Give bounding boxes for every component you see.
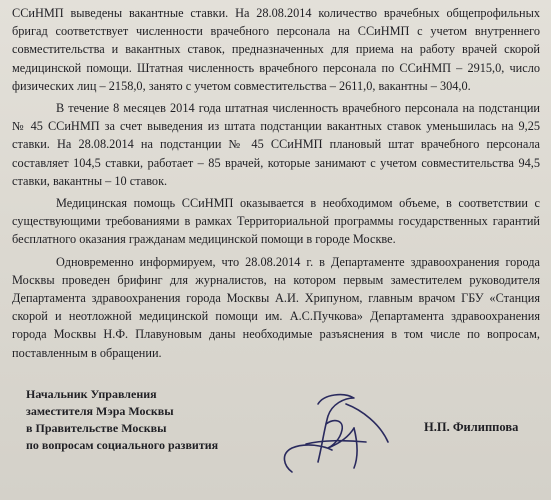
signature-title-line: по вопросам социального развития	[26, 438, 219, 452]
handwritten-signature	[262, 384, 402, 484]
paragraph-briefing: Одновременно информируем, что 28.08.2014 г. в Департаменте здравоохранения города Москвы проведен брифинг для журналистов, на котором первым заместителем руководителя Департамента здравоохранения города Москвы А.И. Хрипуном, главным врачом ГБУ «Станция скорой и неотложной медицинской помощи им. А.С.Пучкова» Департамента здравоохранения города Москвы Н.Ф. Плавуновым даны необходимые разъяснения в том числе по вопросам, поставленным в обращении.	[12, 254, 540, 360]
signature-title-block	[26, 386, 218, 454]
signature-title-line: в Правительстве Москвы	[26, 421, 167, 435]
paragraph-staffing: ССиНМП выведены вакантные ставки. На 28.08.2014 количество врачебных общепрофильных бригад соответствует численности врачебного персонала на ССиНМП с учетом внутреннего совместительства и вакантных ставок, предназначенных для приема на работу врачей скорой медицинской помощи. Штатная численность врачебного персонала по ССиНМП – 2915,0, число физических лиц – 2158,0, занято с учетом совместительства – 2611,0, вакантны – 304,0.	[12, 6, 540, 93]
signature-title-line: Начальник Управления	[26, 387, 157, 401]
paragraph-substation-45: В течение 8 месяцев 2014 года штатная численность врачебного персонала на подстанции № 45 ССиНМП за счет выведения из штата подстанции вакантных ставок уменьшилась на 9,25 ставки. На 28.08.2014 на подстанции № 45 ССиНМП плановый штат врачебного персонала составляет 104,5 ставки, работает – 85 врачей, которые занимают с учетом совместительства 94,5 ставки, вакантны – 10 ставок.	[12, 101, 540, 188]
paragraph-medical-care: Медицинская помощь ССиНМП оказывается в необходимом объеме, в соответствии с существующими требованиями в рамках Территориальной программы государственных гарантий бесплатного оказания гражданам медицинской помощи в городе Москве.	[12, 196, 540, 247]
signature-title-line: заместителя Мэра Москвы	[26, 404, 174, 418]
letter-body	[12, 4, 540, 366]
signer-name: Н.П. Филиппова	[424, 420, 519, 434]
